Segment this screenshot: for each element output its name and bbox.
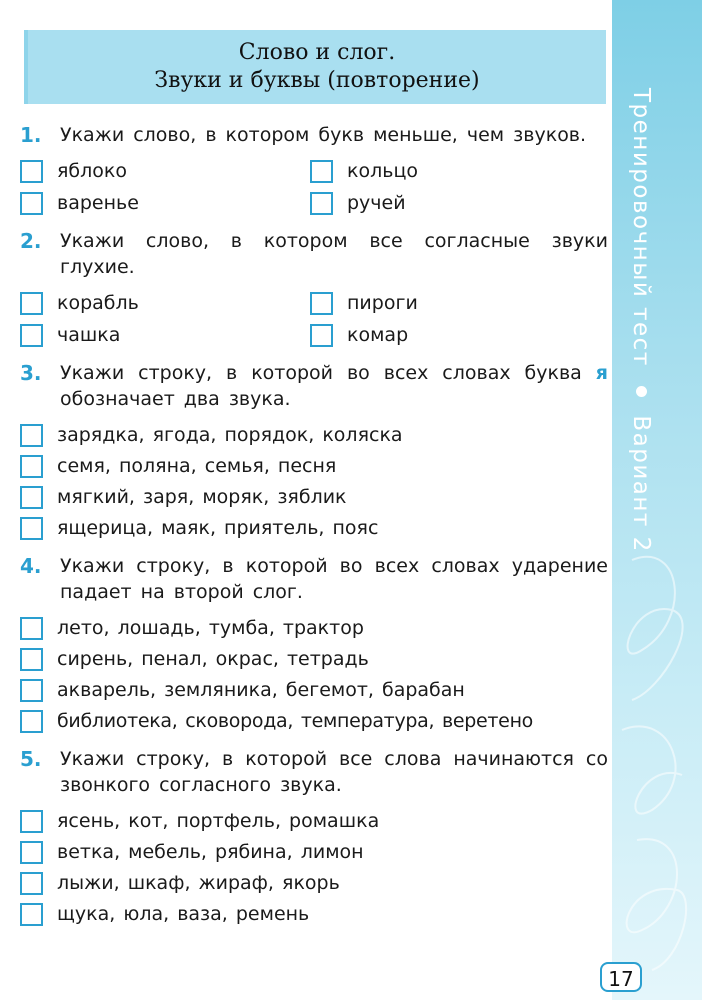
checkbox[interactable] — [20, 424, 43, 447]
question-number: 4. — [20, 554, 42, 578]
option-label: щука, юла, ваза, ремень — [57, 903, 310, 925]
option-label: варенье — [57, 192, 139, 214]
question-text — [60, 360, 608, 412]
checkbox[interactable] — [20, 486, 43, 509]
bullet-dot-icon — [636, 386, 647, 397]
checkbox[interactable] — [20, 841, 43, 864]
question-number: 5. — [20, 747, 42, 771]
calligraphy-decoration-icon — [612, 540, 702, 980]
variant-label: Вариант 2 — [628, 415, 654, 553]
page-subtitle: Звуки и буквы (повторение) — [154, 68, 480, 93]
option-label: семя, поляна, семья, песня — [57, 455, 337, 477]
option-label: лыжи, шкаф, жираф, якорь — [57, 872, 340, 894]
option-label: сирень, пенал, окрас, тетрадь — [57, 648, 369, 670]
checkbox[interactable] — [20, 517, 43, 540]
answer-option[interactable] — [20, 646, 608, 672]
option-label: чашка — [57, 324, 121, 346]
checkbox[interactable] — [310, 292, 333, 315]
option-label: ручей — [347, 192, 406, 214]
question-number: 3. — [20, 361, 42, 385]
checkbox[interactable] — [20, 810, 43, 833]
checkbox[interactable] — [20, 710, 43, 733]
checkbox[interactable] — [20, 648, 43, 671]
answer-option[interactable] — [310, 190, 600, 216]
option-label: яблоко — [57, 160, 128, 182]
answer-option[interactable] — [20, 615, 608, 641]
option-label: лето, лошадь, тумба, трактор — [57, 617, 364, 639]
option-label: кольцо — [347, 160, 418, 182]
answer-option[interactable] — [20, 158, 310, 184]
option-label: зарядка, ягода, порядок, коляска — [57, 424, 403, 446]
answer-option[interactable] — [20, 708, 608, 734]
option-label: мягкий, заря, моряк, зяблик — [57, 486, 347, 508]
question-4 — [20, 553, 608, 734]
option-label: корабль — [57, 292, 139, 314]
checkbox[interactable] — [20, 679, 43, 702]
answer-option[interactable] — [20, 322, 310, 348]
answer-option[interactable] — [20, 839, 608, 865]
answer-option[interactable] — [310, 158, 600, 184]
checkbox[interactable] — [20, 455, 43, 478]
checkbox[interactable] — [20, 292, 43, 315]
question-3 — [20, 360, 608, 541]
option-label: комар — [347, 324, 409, 346]
checkbox[interactable] — [20, 617, 43, 640]
page-header — [24, 30, 606, 104]
answer-option[interactable] — [20, 290, 310, 316]
answer-option[interactable] — [20, 901, 608, 927]
answer-option[interactable] — [310, 322, 600, 348]
checkbox[interactable] — [310, 192, 333, 215]
checkbox[interactable] — [20, 160, 43, 183]
answer-option[interactable] — [310, 290, 600, 316]
question-text: Укажи строку, в которой все слова начинаются со звонкого согласного звука. — [60, 748, 608, 796]
question-5 — [20, 746, 608, 927]
checkbox[interactable] — [310, 324, 333, 347]
highlighted-letter: я — [595, 362, 608, 384]
question-text-part: Укажи строку, в которой во всех словах буква — [60, 362, 582, 384]
question-1 — [20, 122, 608, 216]
checkbox[interactable] — [310, 160, 333, 183]
answer-option[interactable] — [20, 515, 608, 541]
option-label: ящерица, маяк, приятель, пояс — [57, 517, 379, 539]
page-title: Слово и слог. — [238, 40, 396, 65]
option-label: библиотека, сковорода, температура, веретено — [57, 710, 534, 732]
question-text: Укажи слово, в котором все согласные звуки глухие. — [60, 230, 608, 278]
option-label: ясень, кот, портфель, ромашка — [57, 810, 380, 832]
answer-option[interactable] — [20, 484, 608, 510]
side-band — [612, 0, 702, 1000]
test-type-label: Тренировочный тест — [628, 88, 654, 367]
answer-option[interactable] — [20, 808, 608, 834]
checkbox[interactable] — [20, 872, 43, 895]
test-content — [20, 122, 608, 939]
page-number: 17 — [600, 962, 642, 992]
checkbox[interactable] — [20, 324, 43, 347]
question-text: Укажи строку, в которой во всех словах ударение падает на второй слог. — [60, 555, 608, 603]
question-number: 1. — [20, 123, 42, 147]
option-label: ветка, мебель, рябина, лимон — [57, 841, 364, 863]
option-label: акварель, земляника, бегемот, барабан — [57, 679, 465, 701]
checkbox[interactable] — [20, 192, 43, 215]
answer-option[interactable] — [20, 453, 608, 479]
question-2 — [20, 228, 608, 348]
answer-option[interactable] — [20, 190, 310, 216]
checkbox[interactable] — [20, 903, 43, 926]
question-text-part: обозначает два звука. — [60, 388, 291, 410]
question-text: Укажи слово, в котором букв меньше, чем звуков. — [60, 124, 587, 146]
answer-option[interactable] — [20, 677, 608, 703]
question-number: 2. — [20, 229, 42, 253]
answer-option[interactable] — [20, 422, 608, 448]
option-label: пироги — [347, 292, 418, 314]
test-variant-label — [628, 88, 654, 553]
answer-option[interactable] — [20, 870, 608, 896]
